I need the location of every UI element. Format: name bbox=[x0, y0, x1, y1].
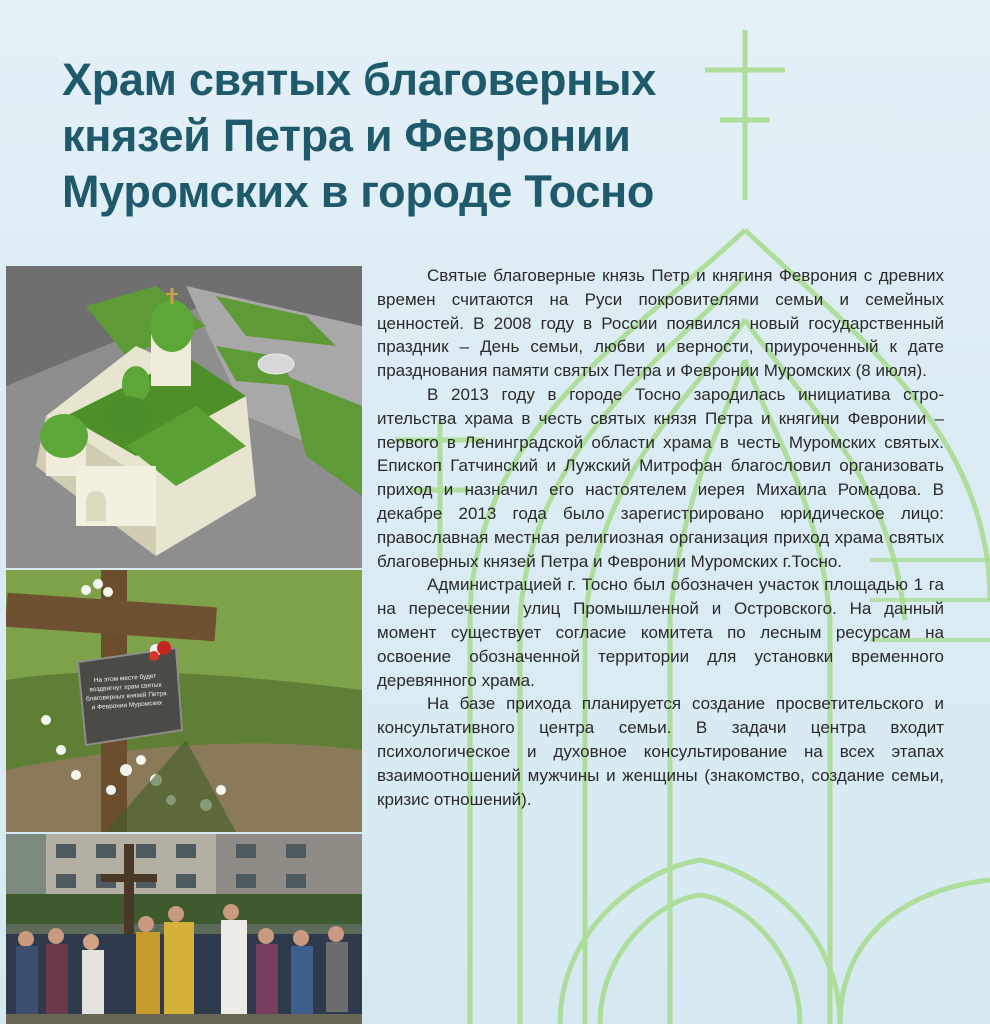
memorial-sign-text: На этом месте будет воздвигнут храм святых благоверных князей Петра и Февронии Муромских bbox=[85, 672, 167, 712]
title-line-2: князей Петра и Февронии bbox=[62, 110, 631, 161]
title-line-1: Храм святых благоверных bbox=[62, 54, 656, 105]
paragraph-1: Святые благоверные князь Петр и княгиня Феврония с древних времен считаются на Руси покровителями семьи и семейных ценностей. В 2008 году в России появился новый государственный праздник – День семьи, любви и верности, приуроченный к дате празднования памяти святых Петра и Февронии Муромских (8 июля). bbox=[377, 266, 944, 381]
page-title bbox=[62, 52, 822, 220]
church-3d-render-image bbox=[6, 266, 362, 568]
paragraph-4: На базе прихода планируется создание просветительского и консультативного центра семьи. В задачи центра входит психологическое и духовное консультирование на всех этапах взаимоотношений мужчины и женщины (знакомство, создание семьи, кризис отношений). bbox=[377, 694, 944, 809]
paragraph-2: В 2013 году в городе Тосно зародилась инициатива строительства храма в честь святых князя Петра и княгини Февронии – первого в Ленинградской области храма в честь Муромских святых. Епископ Гатчинский и Лужский Митрофан благословил организовать приход и назначил его настоятелем иерея Михаила Ромадова. В декабре 2013 года было зарегистрировано юридическое лицо: православная местная религиозная организация приход храма святых благоверных князей Петра и Февронии Муромских г.Тосно. bbox=[377, 384, 944, 571]
memorial-cross-photo bbox=[6, 570, 362, 832]
prayer-service-crowd-photo bbox=[6, 834, 362, 1024]
article-body bbox=[377, 264, 944, 811]
title-line-3: Муромских в городе Тосно bbox=[62, 166, 655, 217]
paragraph-3: Администрацией г. Тосно был обозначен участок площадью 1 га на пересечении улиц Промышленной и Островского. На данный момент существует согласие комитета по лесным ресурсам на освоение обозначенной территории для установки временного деревянного храма. bbox=[377, 575, 944, 690]
